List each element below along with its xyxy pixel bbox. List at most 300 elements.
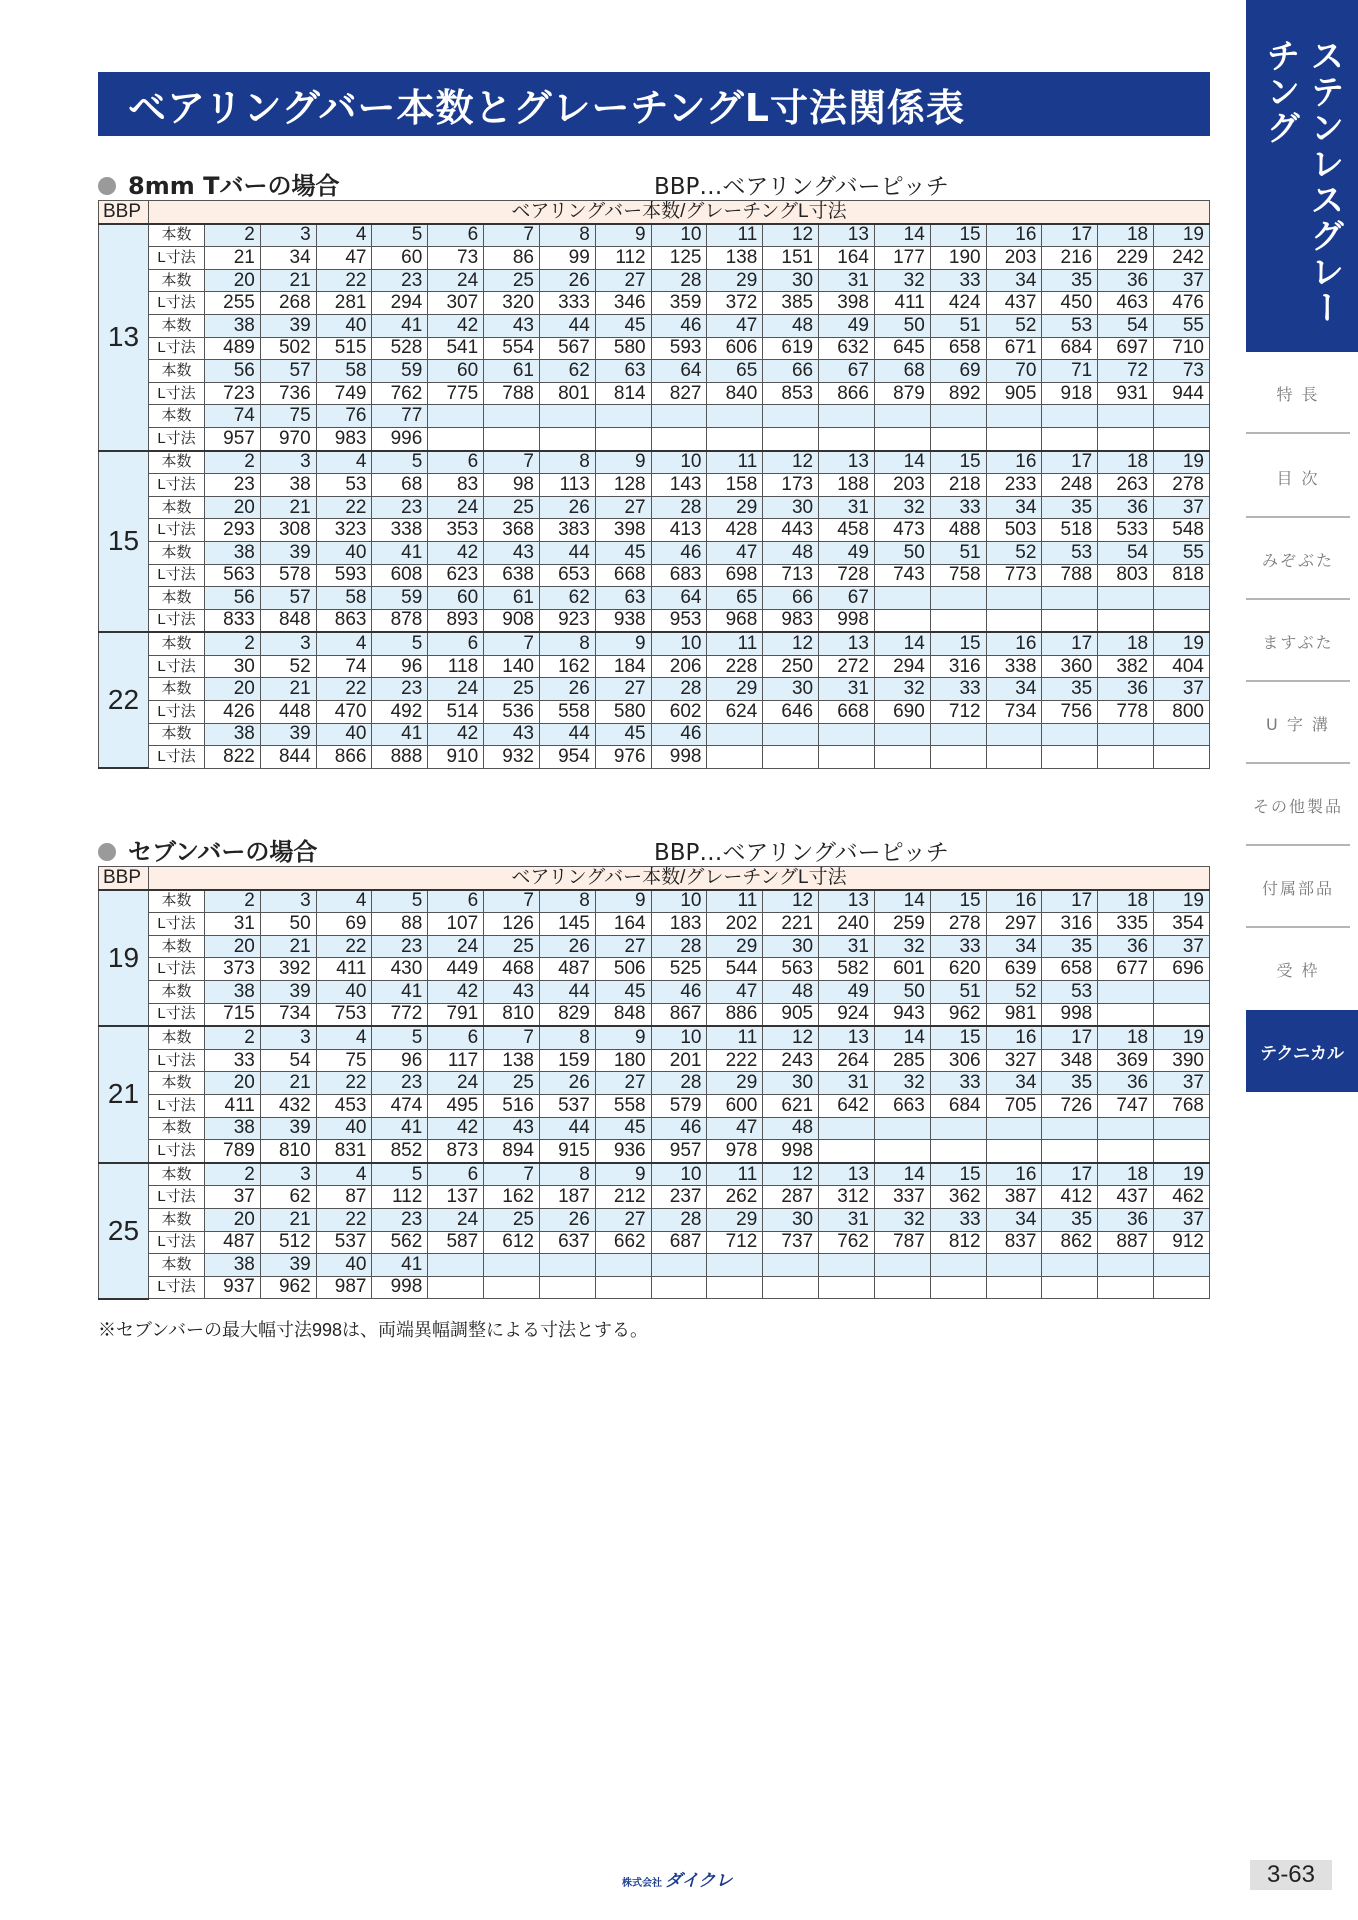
count-cell: 16 (986, 224, 1042, 247)
sidebar-item-features[interactable]: 特 長 (1276, 385, 1320, 404)
length-cell: 187 (539, 1186, 595, 1209)
length-cell: 833 (205, 609, 261, 632)
length-cell: 346 (595, 292, 651, 315)
length-cell: 981 (986, 1003, 1042, 1026)
length-label-cell: L寸法 (149, 519, 205, 542)
length-cell: 620 (930, 958, 986, 981)
table-row (99, 247, 1210, 270)
count-cell: 12 (763, 890, 819, 913)
length-cell: 411 (874, 292, 930, 315)
length-cell: 905 (986, 382, 1042, 405)
count-cell: 21 (260, 1208, 316, 1231)
count-cell: 16 (986, 1163, 1042, 1186)
count-cell (819, 1117, 875, 1140)
length-cell: 998 (372, 1276, 428, 1299)
count-cell: 35 (1042, 1072, 1098, 1095)
length-cell: 810 (484, 1003, 540, 1026)
count-cell: 54 (1098, 541, 1154, 564)
count-cell: 33 (930, 678, 986, 701)
length-cell: 998 (1042, 1003, 1098, 1026)
length-cell: 621 (763, 1094, 819, 1117)
count-cell: 38 (205, 314, 261, 337)
sidebar-item-frames[interactable]: 受 枠 (1276, 961, 1320, 980)
count-cell: 5 (372, 1026, 428, 1049)
count-cell: 24 (428, 678, 484, 701)
length-cell: 894 (484, 1140, 540, 1163)
count-cell: 33 (930, 269, 986, 292)
count-cell: 39 (260, 723, 316, 746)
count-cell: 3 (260, 451, 316, 474)
table-row (99, 1276, 1210, 1299)
length-cell: 768 (1154, 1094, 1210, 1117)
count-cell: 17 (1042, 632, 1098, 655)
length-cell: 867 (651, 1003, 707, 1026)
count-cell (1154, 587, 1210, 610)
count-cell (1098, 587, 1154, 610)
count-cell: 36 (1098, 1208, 1154, 1231)
count-cell: 13 (819, 632, 875, 655)
length-cell: 398 (595, 519, 651, 542)
count-cell: 10 (651, 632, 707, 655)
count-cell: 19 (1154, 890, 1210, 913)
length-cell: 514 (428, 701, 484, 724)
count-cell: 30 (763, 1072, 819, 1095)
table-row (99, 678, 1210, 701)
length-cell: 788 (1042, 564, 1098, 587)
length-label-cell: L寸法 (149, 247, 205, 270)
count-cell (1154, 405, 1210, 428)
count-cell: 72 (1098, 360, 1154, 383)
length-cell: 943 (874, 1003, 930, 1026)
length-cell: 118 (428, 655, 484, 678)
count-cell: 47 (707, 314, 763, 337)
count-cell: 39 (260, 1254, 316, 1277)
count-cell (819, 1254, 875, 1277)
length-cell: 976 (595, 746, 651, 769)
length-cell: 487 (539, 958, 595, 981)
length-label-cell: L寸法 (149, 1003, 205, 1026)
length-cell: 612 (484, 1231, 540, 1254)
length-cell: 112 (595, 247, 651, 270)
count-cell (707, 723, 763, 746)
company-logo (622, 1866, 732, 1891)
count-cell: 32 (874, 1072, 930, 1095)
count-cell: 45 (595, 723, 651, 746)
length-cell: 831 (316, 1140, 372, 1163)
length-cell (484, 1276, 540, 1299)
length-cell: 778 (1098, 701, 1154, 724)
count-cell: 25 (484, 1072, 540, 1095)
count-cell: 18 (1098, 1163, 1154, 1186)
length-cell: 736 (260, 382, 316, 405)
length-cell: 263 (1098, 474, 1154, 497)
count-cell: 50 (874, 314, 930, 337)
length-cell: 580 (595, 337, 651, 360)
length-label-cell: L寸法 (149, 427, 205, 450)
length-cell: 306 (930, 1049, 986, 1072)
table-row (99, 701, 1210, 724)
length-cell (1154, 427, 1210, 450)
length-cell (1098, 1003, 1154, 1026)
count-cell: 15 (930, 632, 986, 655)
count-cell: 63 (595, 360, 651, 383)
count-cell: 8 (539, 451, 595, 474)
length-cell: 52 (260, 655, 316, 678)
length-cell: 448 (260, 701, 316, 724)
length-cell: 88 (372, 913, 428, 936)
length-cell: 773 (986, 564, 1042, 587)
length-cell: 600 (707, 1094, 763, 1117)
length-cell: 372 (707, 292, 763, 315)
section-heading-sevenbar (98, 832, 1210, 866)
length-cell: 762 (372, 382, 428, 405)
count-cell: 26 (539, 1072, 595, 1095)
count-cell: 24 (428, 269, 484, 292)
count-cell: 9 (595, 632, 651, 655)
length-cell: 201 (651, 1049, 707, 1072)
sidebar-item-u-channel[interactable]: U 字 溝 (1266, 715, 1330, 734)
count-cell: 22 (316, 496, 372, 519)
count-cell (707, 405, 763, 428)
length-cell: 915 (539, 1140, 595, 1163)
count-cell: 22 (316, 1208, 372, 1231)
length-cell: 632 (819, 337, 875, 360)
count-cell: 41 (372, 541, 428, 564)
length-cell: 75 (316, 1049, 372, 1072)
count-cell: 12 (763, 451, 819, 474)
length-cell: 710 (1154, 337, 1210, 360)
count-label-cell: 本数 (149, 935, 205, 958)
count-cell: 35 (1042, 269, 1098, 292)
count-cell: 55 (1154, 541, 1210, 564)
length-cell: 243 (763, 1049, 819, 1072)
count-cell: 45 (595, 980, 651, 1003)
length-cell: 923 (539, 609, 595, 632)
count-cell: 33 (930, 1208, 986, 1231)
length-cell: 216 (1042, 247, 1098, 270)
count-cell: 61 (484, 587, 540, 610)
count-cell: 41 (372, 723, 428, 746)
length-cell (707, 427, 763, 450)
count-label-cell: 本数 (149, 360, 205, 383)
count-cell: 57 (260, 587, 316, 610)
length-cell: 697 (1098, 337, 1154, 360)
count-cell: 33 (930, 1072, 986, 1095)
length-cell: 113 (539, 474, 595, 497)
count-cell: 8 (539, 1163, 595, 1186)
length-cell: 944 (1154, 382, 1210, 405)
length-cell: 866 (819, 382, 875, 405)
count-cell: 6 (428, 632, 484, 655)
count-cell: 46 (651, 723, 707, 746)
count-cell: 14 (874, 890, 930, 913)
count-cell: 6 (428, 1026, 484, 1049)
count-label-cell: 本数 (149, 541, 205, 564)
length-cell (1098, 1276, 1154, 1299)
length-cell (1154, 1003, 1210, 1026)
count-cell: 75 (260, 405, 316, 428)
length-cell: 164 (595, 913, 651, 936)
length-cell: 728 (819, 564, 875, 587)
bbp-header-cell: BBP (99, 867, 149, 890)
count-cell: 14 (874, 632, 930, 655)
count-cell: 66 (763, 360, 819, 383)
sidebar-brand-tab[interactable]: ステンレスグレーチング (1246, 0, 1358, 352)
count-cell: 40 (316, 314, 372, 337)
count-cell: 38 (205, 1117, 261, 1140)
length-cell: 788 (484, 382, 540, 405)
count-cell: 32 (874, 678, 930, 701)
length-cell: 337 (874, 1186, 930, 1209)
length-cell: 272 (819, 655, 875, 678)
length-cell: 593 (651, 337, 707, 360)
count-cell: 37 (1154, 935, 1210, 958)
length-cell (874, 746, 930, 769)
length-cell: 250 (763, 655, 819, 678)
length-cell: 278 (1154, 474, 1210, 497)
count-cell: 29 (707, 935, 763, 958)
count-cell: 40 (316, 1117, 372, 1140)
length-cell: 862 (1042, 1231, 1098, 1254)
count-cell: 31 (819, 678, 875, 701)
count-cell: 16 (986, 451, 1042, 474)
length-cell: 98 (484, 474, 540, 497)
length-cell: 623 (428, 564, 484, 587)
count-cell: 10 (651, 1163, 707, 1186)
count-cell (1154, 723, 1210, 746)
length-cell: 642 (819, 1094, 875, 1117)
length-cell: 294 (372, 292, 428, 315)
length-cell: 112 (372, 1186, 428, 1209)
length-cell: 162 (484, 1186, 540, 1209)
table-header-row (99, 867, 1210, 890)
length-cell: 863 (316, 609, 372, 632)
count-cell (539, 405, 595, 428)
length-cell: 932 (484, 746, 540, 769)
length-cell: 580 (595, 701, 651, 724)
count-cell: 66 (763, 587, 819, 610)
count-cell: 40 (316, 1254, 372, 1277)
length-cell (1154, 1276, 1210, 1299)
length-cell: 412 (1042, 1186, 1098, 1209)
length-cell: 893 (428, 609, 484, 632)
length-cell: 829 (539, 1003, 595, 1026)
length-cell (1042, 746, 1098, 769)
count-cell (595, 1254, 651, 1277)
count-label-cell: 本数 (149, 1163, 205, 1186)
table-row (99, 427, 1210, 450)
count-cell: 18 (1098, 1026, 1154, 1049)
length-label-cell: L寸法 (149, 913, 205, 936)
length-cell: 918 (1042, 382, 1098, 405)
length-cell (595, 1276, 651, 1299)
count-label-cell: 本数 (149, 1072, 205, 1095)
count-cell: 28 (651, 935, 707, 958)
count-cell: 14 (874, 451, 930, 474)
count-cell: 4 (316, 451, 372, 474)
count-cell: 4 (316, 1026, 372, 1049)
count-cell: 3 (260, 224, 316, 247)
logo-prefix: 株式会社 (622, 1878, 662, 1889)
length-cell (1098, 609, 1154, 632)
count-label-cell: 本数 (149, 980, 205, 1003)
count-cell: 31 (819, 269, 875, 292)
length-cell: 62 (260, 1186, 316, 1209)
count-cell: 53 (1042, 541, 1098, 564)
length-cell: 758 (930, 564, 986, 587)
count-cell: 34 (986, 269, 1042, 292)
count-cell: 34 (986, 678, 1042, 701)
count-cell: 8 (539, 632, 595, 655)
sidebar-item-mizobuta[interactable]: みぞぶた (1261, 551, 1334, 570)
count-cell: 55 (1154, 314, 1210, 337)
length-cell: 978 (707, 1140, 763, 1163)
sevenbar-table (98, 866, 1210, 1300)
length-cell: 203 (874, 474, 930, 497)
sidebar-item-other-products[interactable]: その他製品 (1252, 797, 1343, 816)
table-row (99, 632, 1210, 655)
count-cell: 28 (651, 1072, 707, 1095)
count-cell (986, 1117, 1042, 1140)
length-cell: 411 (316, 958, 372, 981)
length-cell: 264 (819, 1049, 875, 1072)
count-cell (428, 1254, 484, 1277)
count-cell: 24 (428, 1208, 484, 1231)
length-cell: 968 (707, 609, 763, 632)
length-cell: 684 (1042, 337, 1098, 360)
length-cell: 333 (539, 292, 595, 315)
length-cell: 887 (1098, 1231, 1154, 1254)
count-cell: 31 (819, 1208, 875, 1231)
bbp-value-cell: 19 (99, 890, 149, 1027)
table-row (99, 314, 1210, 337)
length-cell (539, 427, 595, 450)
length-cell: 404 (1154, 655, 1210, 678)
length-cell: 60 (372, 247, 428, 270)
count-cell: 39 (260, 541, 316, 564)
count-cell: 2 (205, 1026, 261, 1049)
length-cell: 563 (205, 564, 261, 587)
sidebar-divider (1246, 432, 1350, 434)
length-cell: 696 (1154, 958, 1210, 981)
count-cell (1154, 980, 1210, 1003)
count-cell: 62 (539, 360, 595, 383)
count-cell: 20 (205, 678, 261, 701)
length-cell: 537 (316, 1231, 372, 1254)
table-row (99, 269, 1210, 292)
table-row (99, 609, 1210, 632)
length-cell: 668 (819, 701, 875, 724)
length-cell: 608 (372, 564, 428, 587)
length-cell: 888 (372, 746, 428, 769)
length-cell (1098, 427, 1154, 450)
sidebar-divider (1246, 680, 1350, 682)
count-cell: 10 (651, 451, 707, 474)
table-header-cell: ベアリングバー本数/グレーチングL寸法 (149, 201, 1210, 224)
count-cell: 43 (484, 314, 540, 337)
length-cell: 164 (819, 247, 875, 270)
count-cell: 5 (372, 890, 428, 913)
count-cell: 33 (930, 496, 986, 519)
length-cell: 190 (930, 247, 986, 270)
count-cell: 15 (930, 890, 986, 913)
length-cell: 516 (484, 1094, 540, 1117)
count-cell: 2 (205, 632, 261, 655)
sidebar-item-technical[interactable]: テクニカル (1246, 1010, 1358, 1092)
length-cell: 908 (484, 609, 540, 632)
count-cell: 30 (763, 496, 819, 519)
length-cell: 638 (484, 564, 540, 587)
length-cell (986, 427, 1042, 450)
count-cell: 28 (651, 1208, 707, 1231)
count-cell: 51 (930, 314, 986, 337)
count-cell (930, 1254, 986, 1277)
sidebar-item-masubuta[interactable]: ますぶた (1262, 633, 1334, 652)
count-cell: 5 (372, 224, 428, 247)
length-cell: 658 (930, 337, 986, 360)
count-cell: 4 (316, 632, 372, 655)
sidebar-item-contents[interactable]: 目 次 (1276, 469, 1320, 488)
length-cell: 47 (316, 247, 372, 270)
length-cell: 518 (1042, 519, 1098, 542)
length-cell: 801 (539, 382, 595, 405)
count-cell: 47 (707, 541, 763, 564)
table-row (99, 1140, 1210, 1163)
length-cell: 327 (986, 1049, 1042, 1072)
table-row (99, 541, 1210, 564)
table-row (99, 746, 1210, 769)
table-row (99, 564, 1210, 587)
table-row (99, 1186, 1210, 1209)
length-cell: 437 (986, 292, 1042, 315)
length-cell: 259 (874, 913, 930, 936)
count-label-cell: 本数 (149, 1208, 205, 1231)
count-cell: 3 (260, 890, 316, 913)
length-label-cell: L寸法 (149, 958, 205, 981)
sidebar-divider (1246, 516, 1350, 518)
sidebar-item-accessories[interactable]: 付属部品 (1261, 879, 1334, 898)
count-cell: 6 (428, 1163, 484, 1186)
count-cell: 63 (595, 587, 651, 610)
count-cell: 59 (372, 587, 428, 610)
length-cell: 775 (428, 382, 484, 405)
bbp-value-cell: 22 (99, 632, 149, 768)
length-cell: 443 (763, 519, 819, 542)
count-cell: 19 (1154, 1163, 1210, 1186)
length-cell: 411 (205, 1094, 261, 1117)
length-cell: 307 (428, 292, 484, 315)
length-cell: 726 (1042, 1094, 1098, 1117)
length-cell: 962 (260, 1276, 316, 1299)
count-cell: 49 (819, 541, 875, 564)
count-cell: 34 (986, 496, 1042, 519)
count-cell: 50 (874, 980, 930, 1003)
count-cell (651, 1254, 707, 1277)
count-cell: 38 (205, 723, 261, 746)
length-cell: 73 (428, 247, 484, 270)
count-cell: 20 (205, 496, 261, 519)
count-cell (1098, 980, 1154, 1003)
length-cell: 293 (205, 519, 261, 542)
count-cell: 52 (986, 541, 1042, 564)
count-cell: 39 (260, 1117, 316, 1140)
count-cell: 15 (930, 1163, 986, 1186)
count-cell: 23 (372, 1072, 428, 1095)
count-cell: 42 (428, 723, 484, 746)
length-cell: 212 (595, 1186, 651, 1209)
length-cell: 359 (651, 292, 707, 315)
count-cell: 9 (595, 224, 651, 247)
